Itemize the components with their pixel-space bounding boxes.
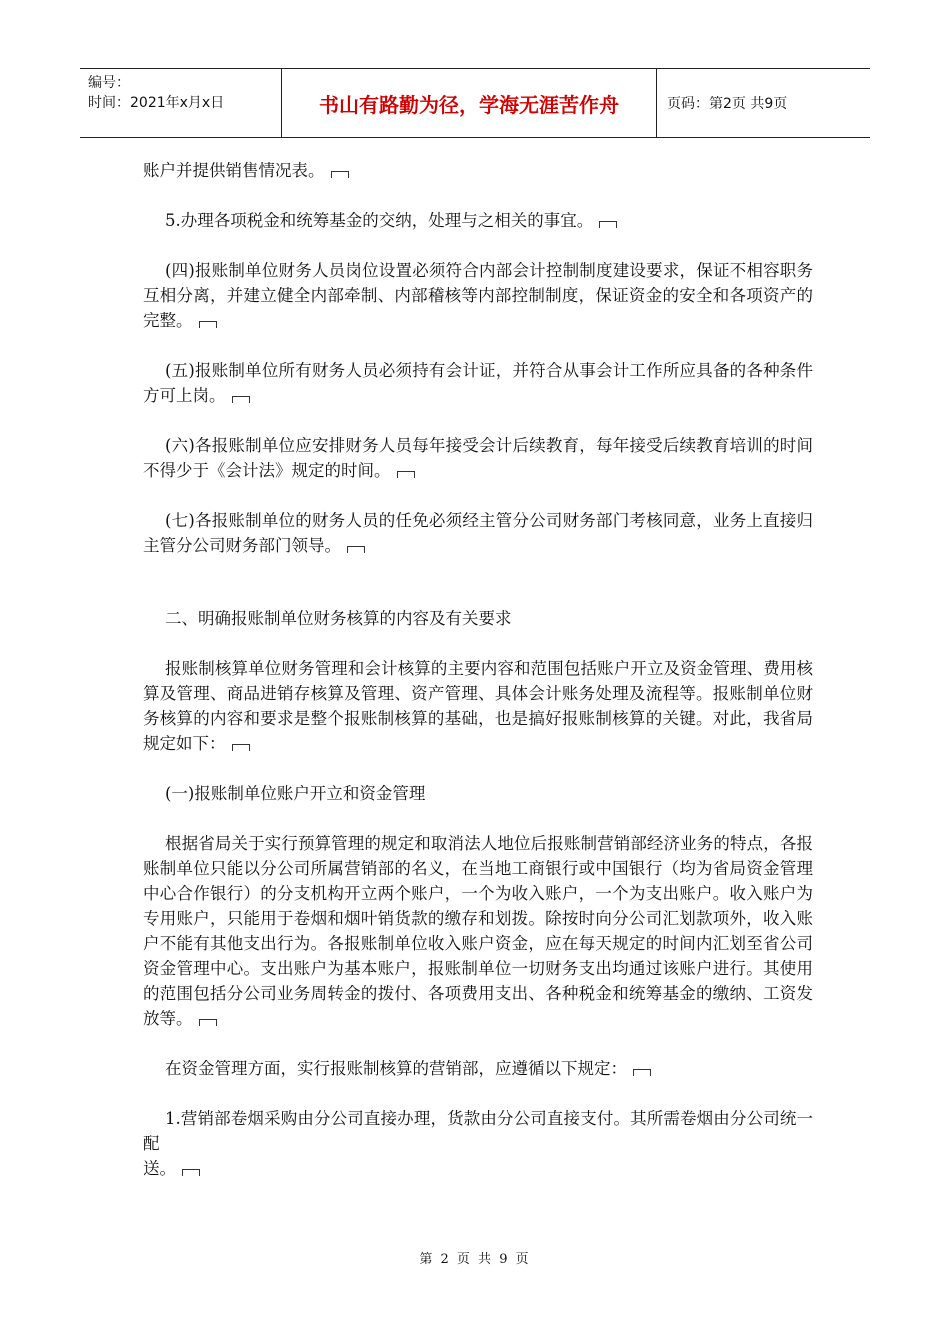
paragraph-mark-icon — [199, 321, 217, 328]
paragraph-mark-icon — [182, 1169, 200, 1176]
header-meta — [80, 69, 282, 137]
paragraph: 1.营销部卷烟采购由分公司直接办理，货款由分公司直接支付。其所需卷烟由分公司统一配 — [143, 1109, 813, 1153]
paragraph: (四)报账制单位财务人员岗位设置必须符合内部会计控制制度建设要求，保证不相容职务互相分离，并建立健全内部牵制、内部稽核等内部控制制度，保证资金的安全和各项资产的完整。 — [143, 261, 813, 330]
paragraph: (六)各报账制单位应安排财务人员每年接受会计后续教育，每年接受后续教育培训的时间不得少于《会计法》规定的时间。 — [143, 436, 813, 480]
paragraph-mark-icon — [397, 471, 415, 478]
document-header — [80, 68, 870, 138]
header-motto: 书山有路勤为径，学海无涯苦作舟 — [282, 69, 657, 137]
paragraph: (五)报账制单位所有财务人员必须持有会计证，并符合从事会计工作所应具备的各种条件方可上岗。 — [143, 361, 813, 405]
paragraph: 根据省局关于实行预算管理的规定和取消法人地位后报账制营销部经济业务的特点，各报账制单位只能以分公司所属营销部的名义，在当地工商银行或中国银行（均为省局资金管理中心合作银行）的分支机构开立两个账户，一个为收入账户，一个为支出账户。收入账户为专用账户，只能用于卷烟和烟叶销货款的缴存和划拨。除按时向分公司汇划款项外，收入账户不能有其他支出行为。各报账制单位收入账户资金，应在每天规定的时间内汇划至省公司资金管理中心。支出账户为基本账户，报账制单位一切财务支出均通过该账户进行。其使用的范围包括分公司业务周转金的拨付、各项费用支出、各种税金和统筹基金的缴纳、工资发放等。 — [143, 834, 813, 1028]
paragraph-mark-icon — [347, 546, 365, 553]
paragraph: 5.办理各项税金和统筹基金的交纳，处理与之相关的事宜。 — [143, 208, 813, 233]
paragraph-mark-icon — [599, 221, 617, 228]
subsection-heading: (一)报账制单位账户开立和资金管理 — [165, 784, 426, 803]
header-number: 编号： — [88, 75, 130, 91]
document-body — [143, 158, 813, 1206]
paragraph-mark-icon — [633, 1069, 651, 1076]
paragraph-mark-icon — [232, 744, 250, 751]
paragraph: 送。 — [143, 1156, 813, 1181]
paragraph-mark-icon — [331, 171, 349, 178]
header-page-number: 页码：第2页 共9页 — [667, 96, 788, 112]
paragraph: 账户并提供销售情况表。 — [143, 158, 813, 183]
paragraph: (七)各报账制单位的财务人员的任免必须经主管分公司财务部门考核同意，业务上直接归主管分公司财务部门领导。 — [143, 511, 813, 555]
paragraph: 报账制核算单位财务管理和会计核算的主要内容和范围包括账户开立及资金管理、费用核算及管理、商品进销存核算及管理、资产管理、具体会计账务处理及流程等。报账制单位财务核算的内容和要求是整个报账制核算的基础，也是搞好报账制核算的关键。对此，我省局规定如下： — [143, 659, 813, 753]
paragraph-mark-icon — [232, 396, 250, 403]
section-heading: 二、明确报账制单位财务核算的内容及有关要求 — [165, 609, 512, 628]
paragraph-mark-icon — [199, 1019, 217, 1026]
paragraph: 在资金管理方面，实行报账制核算的营销部，应遵循以下规定： — [143, 1056, 813, 1081]
header-time: 时间：2021年x月x日 — [88, 95, 225, 111]
page-footer: 第 2 页 共 9 页 — [419, 1252, 531, 1267]
